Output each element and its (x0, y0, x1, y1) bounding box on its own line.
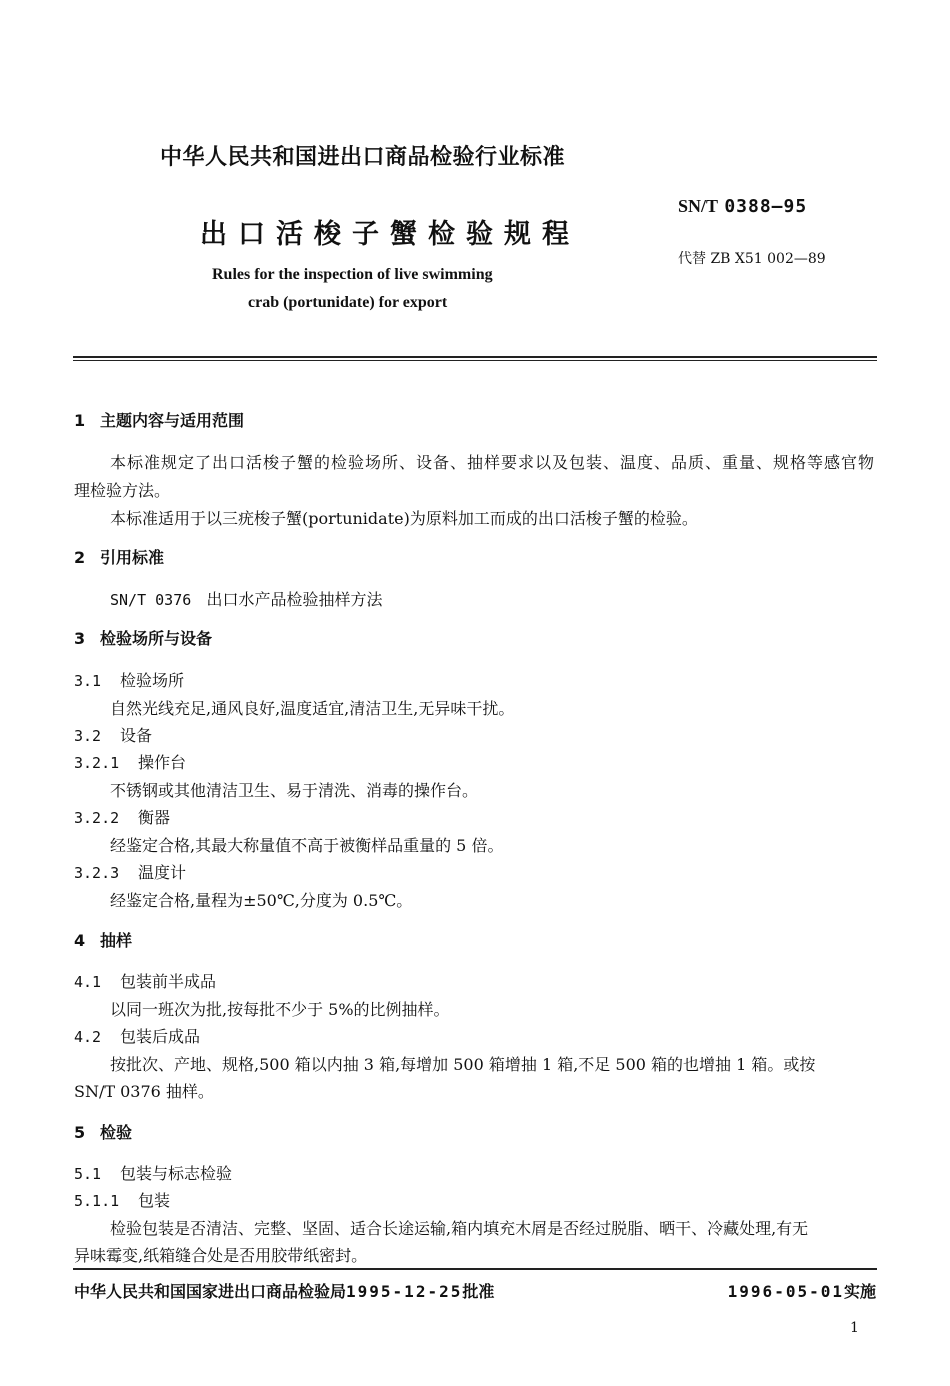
clause-number: 4.2 (74, 1028, 102, 1046)
approval-word: 批准 (462, 1282, 495, 1301)
clause-4-2-text-line1: 按批次、产地、规格,500 箱以内抽 3 箱,每增加 500 箱增抽 1 箱,不足 500 箱的也增抽 1 箱。或按 (110, 1055, 816, 1074)
section-1-paragraph-2: 本标准适用于以三疣梭子蟹(portunidate)为原料加工而成的出口活梭子蟹的检验。 (110, 509, 698, 528)
section-3-heading (74, 626, 212, 649)
clause-3-2-3-text: 经鉴定合格,量程为±50℃,分度为 0.5℃。 (110, 891, 413, 910)
clause-number: 5.1 (74, 1165, 102, 1183)
clause-5-1-1-heading (74, 1188, 170, 1211)
clause-title: 衡器 (138, 808, 171, 827)
clause-title: 操作台 (138, 753, 187, 772)
replaces-standard: 代替 ZB X51 002—89 (678, 251, 826, 267)
clause-3-2-heading (74, 723, 152, 746)
effective-statement (728, 1279, 876, 1302)
section-1-heading (74, 408, 244, 431)
reference-code: SN/T 0376 (110, 591, 192, 609)
clause-number: 3.2.2 (74, 809, 120, 827)
reference-title: 出口水产品检验抽样方法 (206, 590, 383, 609)
effective-date: 1996-05-01 (727, 1282, 844, 1301)
issuing-organization: 中华人民共和国进出口商品检验行业标准 (160, 145, 566, 170)
clause-title: 温度计 (138, 863, 187, 882)
section-2-heading (74, 545, 164, 568)
section-5-heading (74, 1120, 132, 1143)
section-number: 2 (74, 548, 86, 567)
clause-number: 5.1.1 (74, 1192, 120, 1210)
section-number: 5 (74, 1123, 86, 1142)
approval-statement (74, 1279, 494, 1302)
document-title-en-line1: Rules for the inspection of live swimming (212, 266, 493, 283)
clause-number: 3.2 (74, 727, 102, 745)
clause-5-1-1-text-line1: 检验包装是否清洁、完整、坚固、适合长途运输,箱内填充木屑是否经过脱脂、晒干、冷藏处理,有无 (110, 1219, 809, 1238)
clause-3-2-3-heading (74, 860, 186, 883)
clause-title: 检验场所 (120, 671, 185, 690)
clause-4-1-text: 以同一班次为批,按每批不少于 5%的比例抽样。 (110, 1000, 450, 1019)
section-title: 引用标准 (100, 548, 165, 567)
section-number: 1 (74, 411, 86, 430)
standard-code-number: 0388—95 (724, 196, 808, 217)
clause-4-2-text-line2: SN/T 0376 抽样。 (74, 1082, 214, 1101)
clause-title: 设备 (120, 726, 153, 745)
standard-code (678, 196, 807, 217)
header-divider (73, 356, 877, 358)
clause-number: 3.2.3 (74, 864, 120, 882)
section-title: 检验 (100, 1123, 133, 1142)
clause-title: 包装前半成品 (120, 972, 217, 991)
clause-3-2-2-heading (74, 805, 170, 828)
section-number: 3 (74, 629, 86, 648)
page-number: 1 (850, 1320, 859, 1336)
clause-title: 包装后成品 (120, 1027, 201, 1046)
section-number: 4 (74, 931, 86, 950)
clause-5-1-1-text-line2: 异味霉变,纸箱缝合处是否用胶带纸密封。 (74, 1246, 368, 1265)
approving-authority: 中华人民共和国国家进出口商品检验局 (74, 1282, 347, 1301)
effective-word: 实施 (843, 1282, 876, 1301)
clause-title: 包装与标志检验 (120, 1164, 233, 1183)
document-title-en-line2: crab (portunidate) for export (248, 294, 448, 311)
standard-code-prefix: SN/T (678, 196, 719, 216)
footer-divider (73, 1268, 877, 1270)
header-divider-thin (73, 360, 877, 361)
clause-3-1-heading (74, 668, 184, 691)
section-title: 主题内容与适用范围 (100, 411, 245, 430)
clause-4-2-heading (74, 1024, 200, 1047)
clause-3-2-1-text: 不锈钢或其他清洁卫生、易于清洗、消毒的操作台。 (110, 781, 479, 800)
section-4-heading (74, 928, 132, 951)
section-1-paragraph-1-line2: 理检验方法。 (74, 481, 171, 500)
clause-title: 包装 (138, 1191, 171, 1210)
clause-number: 3.2.1 (74, 754, 120, 772)
clause-3-1-text: 自然光线充足,通风良好,温度适宜,清洁卫生,无异味干扰。 (110, 699, 515, 718)
normative-reference (110, 587, 383, 610)
clause-4-1-heading (74, 969, 216, 992)
approval-date: 1995-12-25 (346, 1282, 463, 1301)
clause-number: 3.1 (74, 672, 102, 690)
clause-5-1-heading (74, 1161, 232, 1184)
section-1-paragraph-1-line1: 本标准规定了出口活梭子蟹的检验场所、设备、抽样要求以及包装、温度、品质、重量、规格等感官物 (110, 453, 876, 472)
document-title-cn: 出口活梭子蟹检验规程 (200, 219, 580, 250)
section-title: 抽样 (100, 931, 133, 950)
section-title: 检验场所与设备 (100, 629, 213, 648)
clause-number: 4.1 (74, 973, 102, 991)
clause-3-2-2-text: 经鉴定合格,其最大称量值不高于被衡样品重量的 5 倍。 (110, 836, 504, 855)
clause-3-2-1-heading (74, 750, 186, 773)
